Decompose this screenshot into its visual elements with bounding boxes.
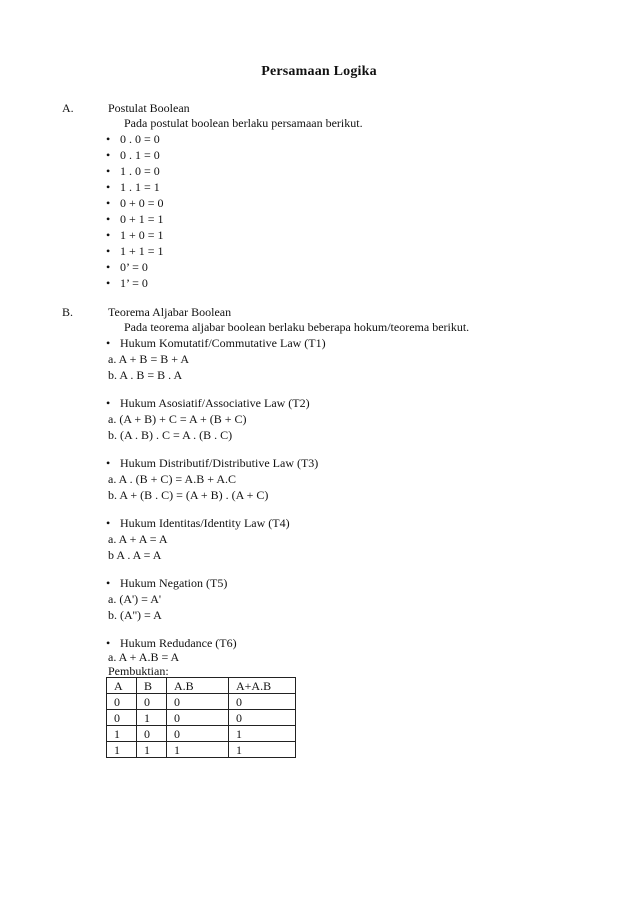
law-heading: • Hukum Asosiatif/Associative Law (T2): [106, 396, 310, 410]
bullet-icon: •: [106, 132, 111, 146]
bullet-icon: •: [106, 244, 111, 258]
law-line: a. A + B = B + A: [108, 352, 189, 366]
postulate-item: • 0 + 0 = 0: [106, 196, 164, 210]
section-a-letter: A.: [62, 101, 74, 115]
table-cell: 1: [167, 742, 229, 758]
law-heading: • Hukum Komutatif/Commutative Law (T1): [106, 336, 326, 350]
table-header-cell: A.B: [167, 678, 229, 694]
table-cell: 0: [229, 694, 296, 710]
bullet-icon: •: [106, 148, 111, 162]
postulate-item: • 0’ = 0: [106, 260, 148, 274]
table-header-cell: A+A.B: [229, 678, 296, 694]
page-title: Persamaan Logika: [261, 64, 377, 79]
postulate-item: • 1 . 0 = 0: [106, 164, 160, 178]
bullet-icon: •: [106, 180, 111, 194]
section-a-heading: Postulat Boolean: [108, 101, 190, 115]
postulate-item: • 0 + 1 = 1: [106, 212, 164, 226]
postulate-item: • 0 . 0 = 0: [106, 132, 160, 146]
section-b-heading: Teorema Aljabar Boolean: [108, 305, 232, 319]
table-row: [107, 710, 296, 726]
postulate-item: • 1’ = 0: [106, 276, 148, 290]
table-cell: 0: [167, 726, 229, 742]
postulate-item: • 0 . 1 = 0: [106, 148, 160, 162]
law-line: b A . A = A: [108, 548, 162, 562]
law-line: a. A + A = A: [108, 532, 168, 546]
law-line: b. (A . B) . C = A . (B . C): [108, 428, 233, 442]
bullet-icon: •: [106, 636, 111, 650]
table-header-cell: A: [107, 678, 137, 694]
table-cell: 0: [107, 694, 137, 710]
law-heading: • Hukum Redudance (T6): [106, 636, 237, 650]
section-b-intro: Pada teorema aljabar boolean berlaku beberapa hokum/teorema berikut.: [124, 320, 470, 334]
table-cell: 1: [137, 710, 167, 726]
section-b-letter: B.: [62, 305, 74, 319]
table-cell: 1: [229, 742, 296, 758]
table-row: [107, 726, 296, 742]
table-cell: 0: [229, 710, 296, 726]
section-a-intro: Pada postulat boolean berlaku persamaan berikut.: [124, 116, 363, 130]
bullet-icon: •: [106, 456, 111, 470]
table-cell: 0: [137, 694, 167, 710]
table-cell: 1: [107, 726, 137, 742]
law-line: b. A + (B . C) = (A + B) . (A + C): [108, 488, 269, 502]
table-cell: 1: [229, 726, 296, 742]
bullet-icon: •: [106, 212, 111, 226]
law-line: a. A + A.B = A: [108, 650, 180, 664]
bullet-icon: •: [106, 336, 111, 350]
law-line: a. (A + B) + C = A + (B + C): [108, 412, 247, 426]
table-cell: 0: [167, 710, 229, 726]
table-cell: 0: [137, 726, 167, 742]
table-cell: 0: [167, 694, 229, 710]
table-cell: 1: [137, 742, 167, 758]
table-cell: 1: [107, 742, 137, 758]
postulate-item: • 1 + 0 = 1: [106, 228, 164, 242]
postulate-item: • 1 . 1 = 1: [106, 180, 160, 194]
law-line: a. (A') = A': [108, 592, 162, 606]
table-cell: 0: [107, 710, 137, 726]
bullet-icon: •: [106, 164, 111, 178]
postulate-item: • 1 + 1 = 1: [106, 244, 164, 258]
truth-table: [106, 677, 296, 758]
bullet-icon: •: [106, 576, 111, 590]
bullet-icon: •: [106, 516, 111, 530]
bullet-icon: •: [106, 228, 111, 242]
table-row: [107, 694, 296, 710]
table-row: [107, 742, 296, 758]
law-line: b. A . B = B . A: [108, 368, 183, 382]
law-heading: • Hukum Identitas/Identity Law (T4): [106, 516, 290, 530]
law-line: b. (A'') = A: [108, 608, 162, 622]
proof-label: Pembuktian:: [108, 664, 169, 678]
bullet-icon: •: [106, 396, 111, 410]
law-heading: • Hukum Distributif/Distributive Law (T3): [106, 456, 319, 470]
bullet-icon: •: [106, 196, 111, 210]
table-header-row: [107, 678, 296, 694]
law-heading: • Hukum Negation (T5): [106, 576, 228, 590]
bullet-icon: •: [106, 276, 111, 290]
bullet-icon: •: [106, 260, 111, 274]
table-header-cell: B: [137, 678, 167, 694]
law-line: a. A . (B + C) = A.B + A.C: [108, 472, 236, 486]
